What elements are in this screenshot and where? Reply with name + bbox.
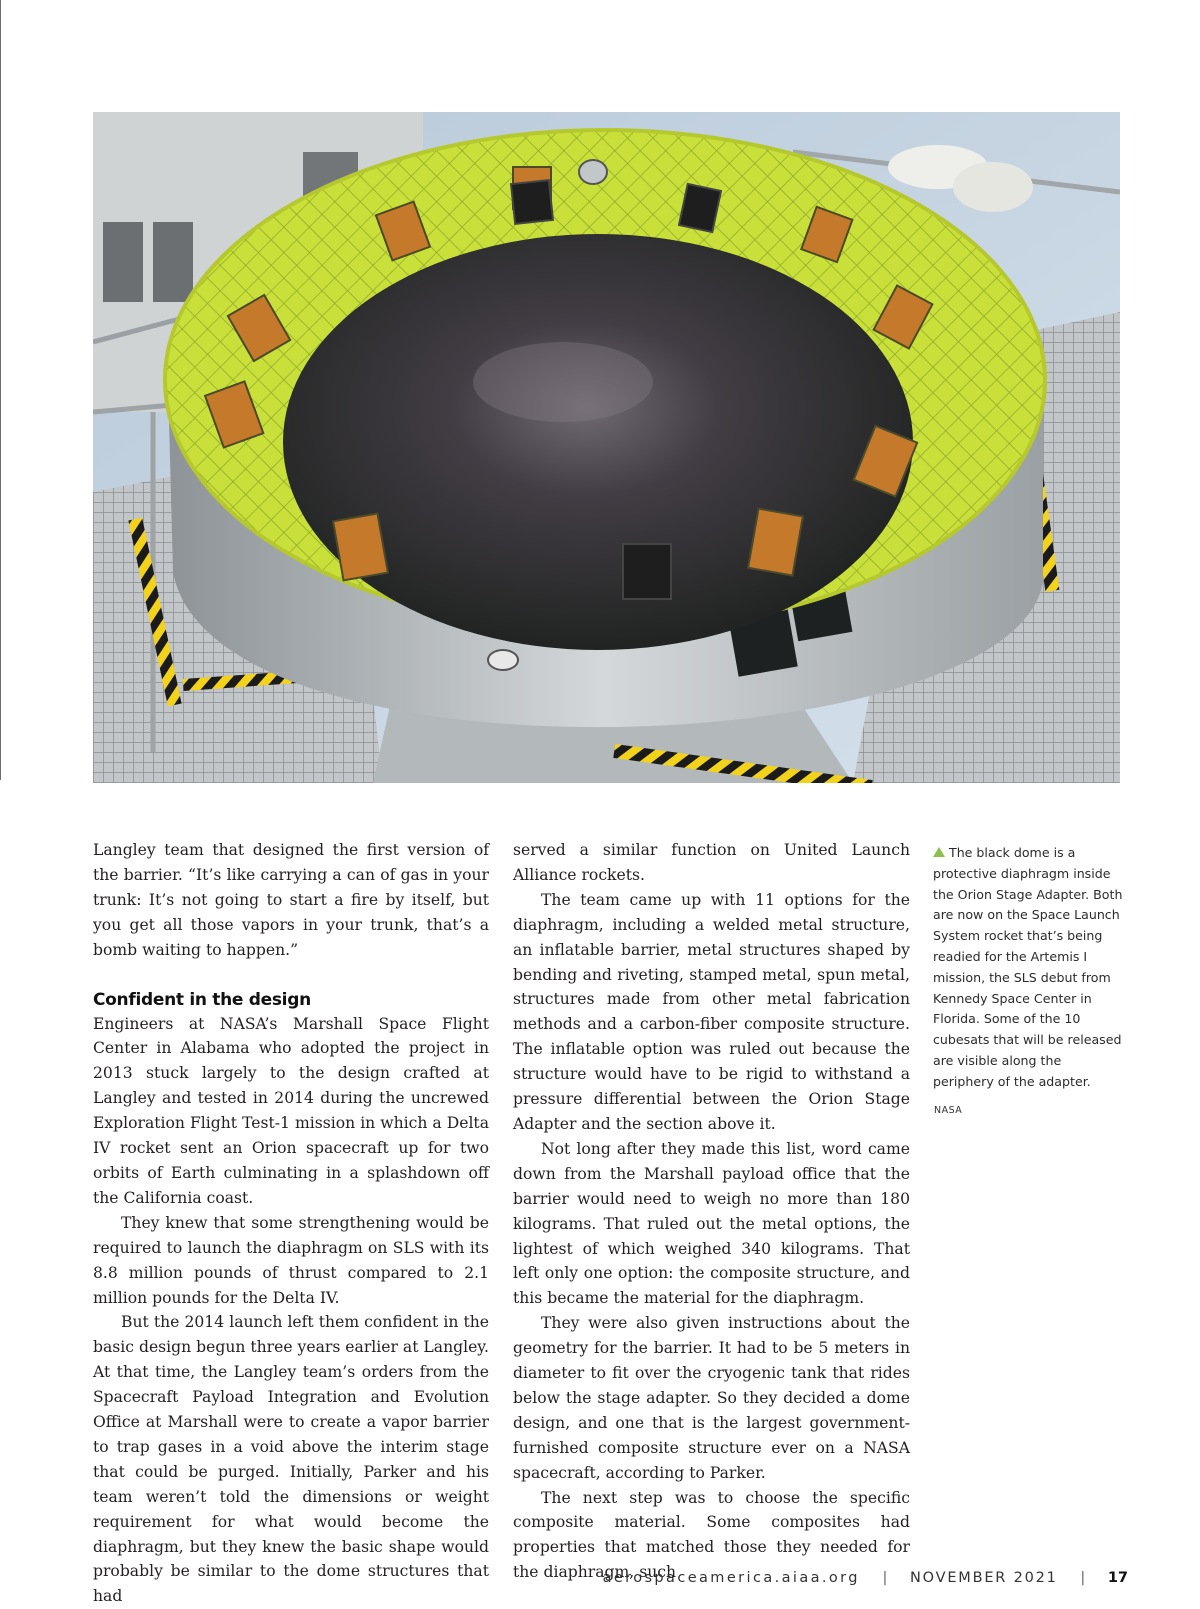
body-paragraph: Engineers at NASA’s Marshall Space Flight Center in Alabama who adopted the project in 2013 stuck largely to the design crafted at Langley and tested in 2014 during the uncrewed Exploration Flight Test-1 mission in which a Delta IV rocket sent an Orion spacecraft up for two orbits of Earth culminating in a splashdown off the California coast. xyxy=(93,1014,489,1207)
body-paragraph: The team came up with 11 options for the diaphragm, including a welded metal structure, an inflatable barrier, metal structures shaped by bending and riveting, stamped metal, spun metal, structures made from other metal fabrication methods and a carbon-fiber composite structure. The inflatable option was ruled out because the structure would have to be rigid to withstand a pressure differential between the Orion Stage Adapter and the section above it. xyxy=(513,890,910,1133)
footer-issue-date: NOVEMBER 2021 xyxy=(910,1570,1058,1586)
body-paragraph: Not long after they made this list, word came down from the Marshall payload office that the barrier would need to weigh no more than 180 kilograms. That ruled out the metal options, the lightest of which weighed 340 kilograms. That left only one option: the composite structure, and this became the material for the diaphragm. xyxy=(513,1139,910,1308)
footer-separator: | xyxy=(1080,1570,1086,1586)
page-number: 17 xyxy=(1107,1570,1128,1586)
article-column-middle xyxy=(513,838,910,1585)
footer-site-link[interactable]: aerospaceamerica.aiaa.org xyxy=(602,1570,860,1586)
body-paragraph: They were also given instructions about the geometry for the barrier. It had to be 5 meters in diameter to fit over the cryogenic tank that rides below the stage adapter. So they decided a dome design, and one that is the largest government-furnished composite structure ever on a NASA spacecraft, according to Parker. xyxy=(513,1314,910,1482)
body-paragraph: But the 2014 launch left them confident in the basic design begun three years earlier at Langley. At that time, the Langley team’s orders from the Spacecraft Payload Integration and Evolution Office at Marshall were to create a vapor barrier to trap gases in a void above the interim stage that could be purged. Initially, Parker and his team weren’t told the dimensions or weight requirement for what would become the diaphragm, but they knew the basic shape would probably be similar to the dome structures that had xyxy=(93,1313,490,1606)
section-subhead: Confident in the design xyxy=(93,989,311,1010)
photo-caption xyxy=(933,843,1123,1093)
caption-text: The black dome is a protective diaphragm inside the Orion Stage Adapter. Both are now on the Space Launch System rocket that’s being readied for the Artemis I mission, the SLS debut from Kennedy Space Center in Florida. Some of the 10 cubesats that will be released are visible along the periphery of the adapter. xyxy=(933,845,1123,1089)
article-column-left xyxy=(93,838,489,1609)
page-footer xyxy=(603,1570,1128,1586)
body-paragraph: The next step was to choose the specific composite material. Some composites had properties that matched those they needed for the diaphragm, such xyxy=(513,1488,910,1582)
photo-credit: NASA xyxy=(934,1105,963,1116)
footer-separator: | xyxy=(882,1570,888,1586)
orion-stage-adapter-illustration xyxy=(93,112,1120,783)
caption-triangle-icon xyxy=(933,847,945,857)
body-paragraph: They knew that some strengthening would be required to launch the diaphragm on SLS with its 8.8 million pounds of thrust compared to 2.1 million pounds for the Delta IV. xyxy=(93,1213,489,1307)
body-paragraph: Langley team that designed the first version of the barrier. “It’s like carrying a can of gas in your trunk: It’s not going to start a fire by itself, but you get all those vapors in your trunk, that’s a bomb waiting to happen.” xyxy=(93,841,489,959)
article-photo xyxy=(93,112,1120,783)
page-edge-line xyxy=(0,0,1,780)
body-paragraph: served a similar function on United Launch Alliance rockets. xyxy=(513,841,910,884)
